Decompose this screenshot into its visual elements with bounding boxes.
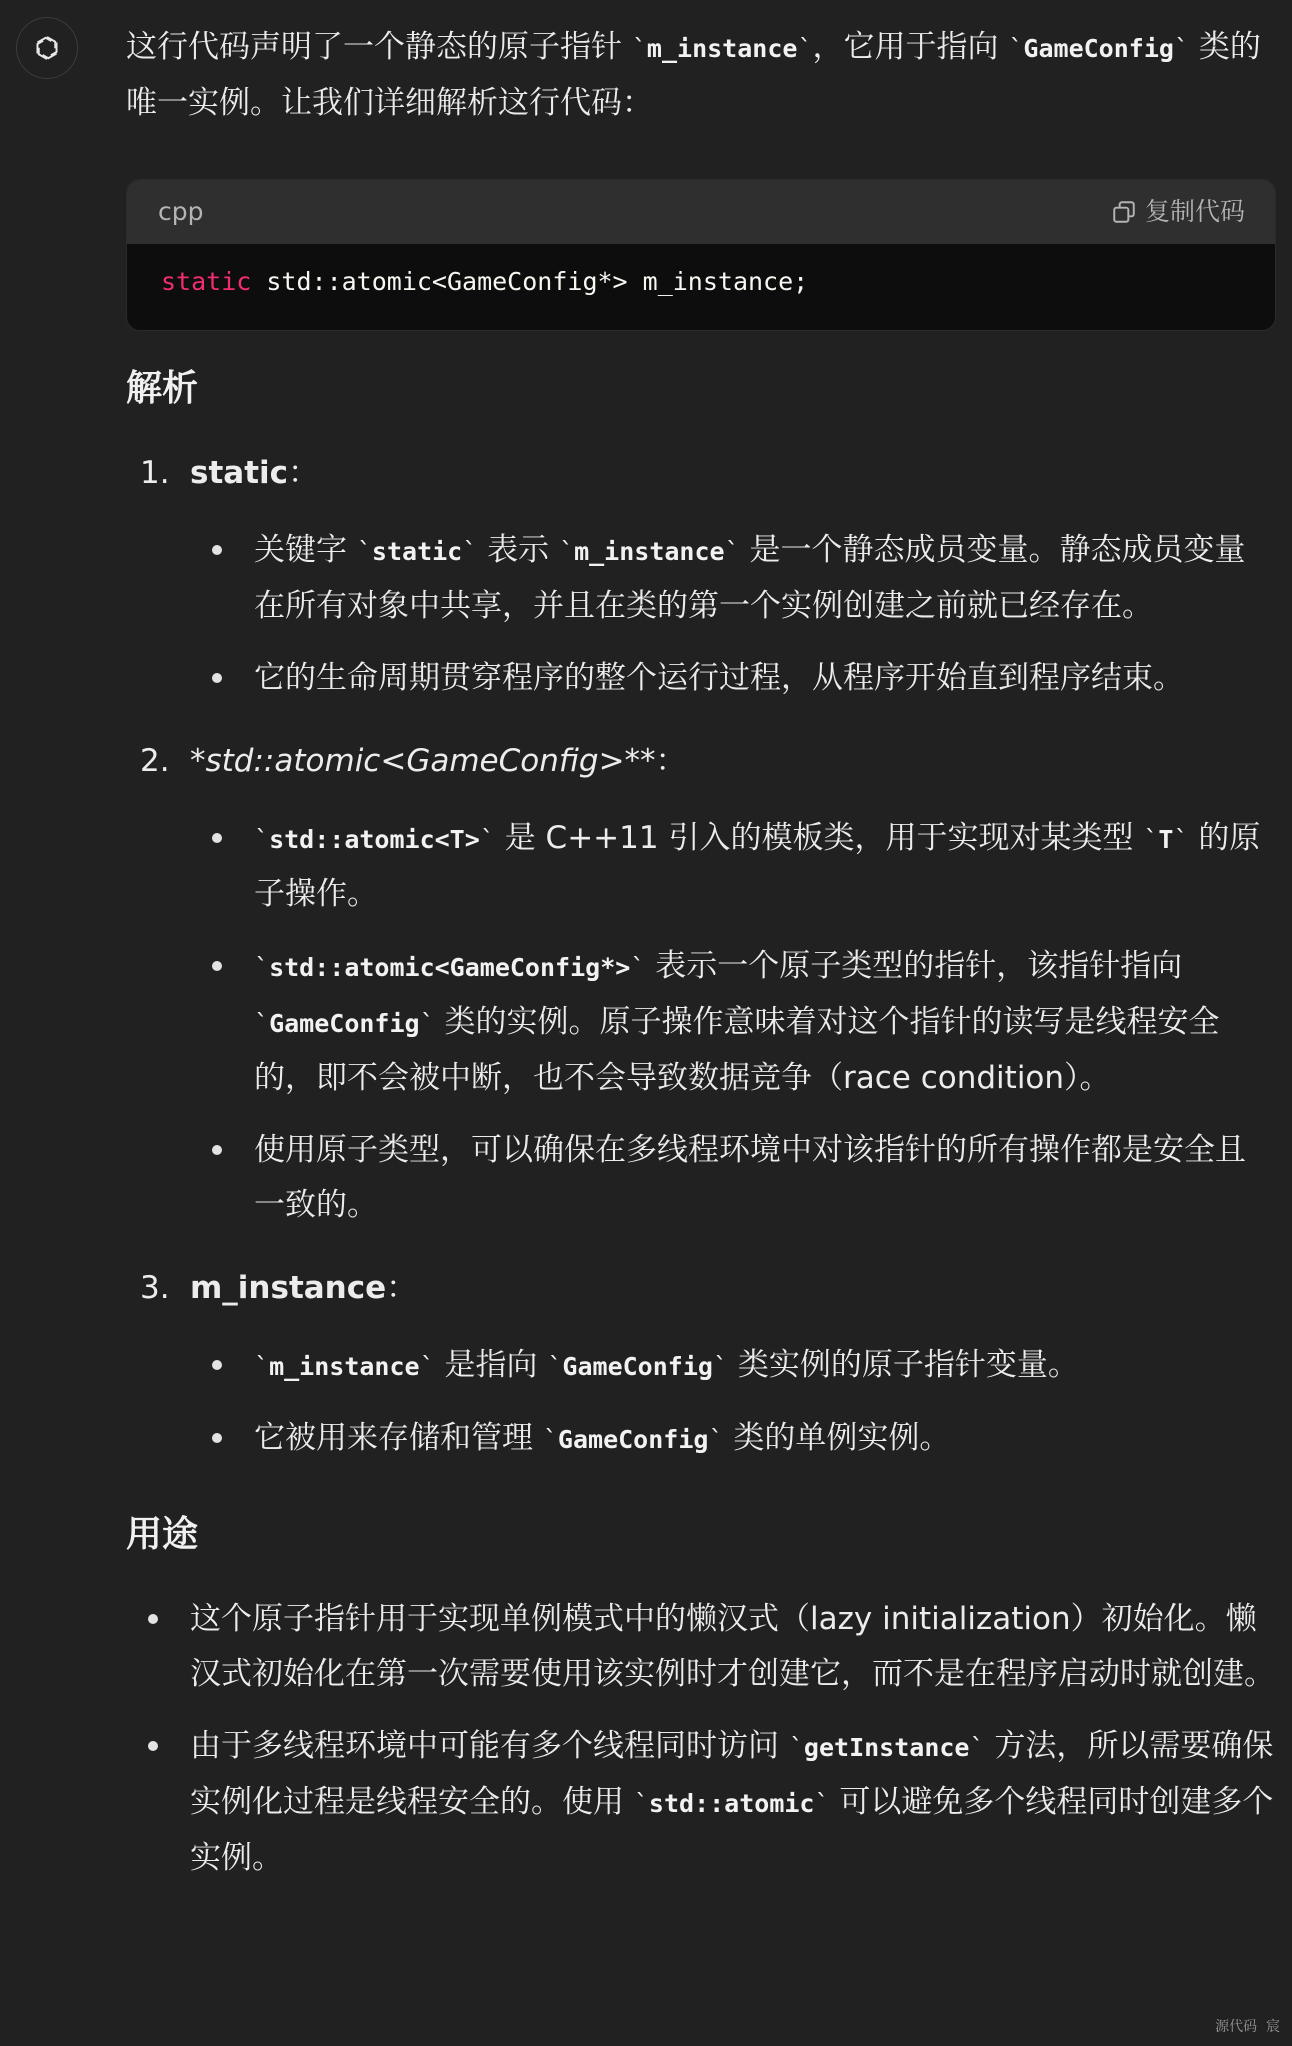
inline-code: ` static ` — [357, 537, 477, 566]
list-item: 这个原子指针用于实现单例模式中的懒汉式（lazy initialization）初始化。懒汉式初始化在第一次需要使用该实例时才创建它，而不是在程序启动时就创建。 — [126, 1592, 1276, 1702]
list-item: 它的生命周期贯穿程序的整个运行过程，从程序开始直到程序结束。 — [190, 651, 1276, 706]
copy-code-button[interactable] — [1111, 180, 1245, 244]
inline-code: ` GameConfig ` — [1008, 34, 1189, 63]
code-content — [127, 244, 1275, 330]
list-item: ` std::atomic<GameConfig*> ` 表示一个原子类型的指针，该指针指向 ` GameConfig ` 类的实例。原子操作意味着对这个指针的读写是线程安全的，即不会被中断，也不会导致数据竞争（race condition）。 — [190, 939, 1276, 1106]
usage-heading: 用途 — [126, 1514, 199, 1555]
code-keyword: static — [161, 267, 252, 296]
sub-list — [190, 811, 1276, 1233]
analysis-item-static — [126, 446, 1276, 706]
bullet-icon — [212, 673, 222, 683]
assistant-message — [126, 20, 1276, 1903]
inline-code: ` std::atomic ` — [634, 1789, 830, 1818]
list-item: ` m_instance ` 是指向 ` GameConfig ` 类实例的原子指针变量。 — [190, 1338, 1276, 1394]
item-heading: static： — [190, 455, 320, 491]
list-item: 它被用来存储和管理 ` GameConfig ` 类的单例实例。 — [190, 1411, 1276, 1467]
sub-list — [190, 523, 1276, 706]
intro-paragraph: 这行代码声明了一个静态的原子指针 ` m_instance ` ，它用于指向 ` GameConfig ` 类的唯一实例。让我们详细解析这行代码： — [126, 20, 1276, 131]
bullet-icon — [212, 1145, 222, 1155]
item-heading: m_instance： — [190, 1270, 418, 1306]
bullet-icon — [148, 1614, 158, 1624]
openai-logo-icon — [32, 33, 62, 63]
list-item: 使用原子类型，可以确保在多线程环境中对该指针的所有操作都是安全且一致的。 — [190, 1123, 1276, 1233]
bullet-icon — [148, 1741, 158, 1751]
code-block-header — [127, 180, 1275, 244]
analysis-item-m-instance — [126, 1261, 1276, 1467]
inline-code: ` m_instance ` — [632, 34, 813, 63]
analysis-list — [126, 446, 1276, 1467]
inline-code: ` GameConfig ` — [254, 1009, 435, 1038]
sub-list — [190, 1338, 1276, 1467]
inline-code: ` std::atomic<T> ` — [254, 825, 495, 854]
list-item: 关键字 ` static ` 表示 ` m_instance ` 是一个静态成员变量。静态成员变量在所有对象中共享，并且在类的第一个实例创建之前就已经存在。 — [190, 523, 1276, 634]
inline-code: ` T ` — [1143, 825, 1188, 854]
list-number: 2. — [140, 743, 170, 779]
bullet-icon — [212, 1360, 222, 1370]
list-number: 3. — [140, 1270, 170, 1306]
inline-code: ` std::atomic<GameConfig*> ` — [254, 953, 645, 982]
bullet-icon — [212, 1433, 222, 1443]
inline-code: ` getInstance ` — [789, 1733, 985, 1762]
list-item: ` std::atomic<T> ` 是 C++11 引入的模板类，用于实现对某类型 ` T ` 的原子操作。 — [190, 811, 1276, 922]
code-text: std::atomic<GameConfig*> m_instance; — [251, 267, 809, 296]
bullet-icon — [212, 545, 222, 555]
usage-list — [126, 1592, 1276, 1886]
analysis-item-atomic — [126, 734, 1276, 1233]
list-item: 由于多线程环境中可能有多个线程同时访问 ` getInstance ` 方法，所以需要确保实例化过程是线程安全的。使用 ` std::atomic ` 可以避免多个线程同时创建多个实例。 — [126, 1719, 1276, 1886]
code-language-label: cpp — [158, 197, 204, 226]
code-block — [126, 179, 1276, 331]
copy-icon — [1111, 199, 1137, 225]
list-number: 1. — [140, 455, 170, 491]
copy-code-label: 复制代码 — [1144, 197, 1245, 226]
assistant-avatar — [16, 17, 78, 79]
bullet-icon — [212, 961, 222, 971]
watermark-text: 源代码 宸 — [1215, 2019, 1280, 2035]
inline-code: ` GameConfig ` — [543, 1425, 724, 1454]
inline-code: ` GameConfig ` — [547, 1352, 728, 1381]
inline-code: ` m_instance ` — [559, 537, 740, 566]
item-heading: *std::atomic<GameConfig>**： — [190, 743, 687, 779]
bullet-icon — [212, 833, 222, 843]
analysis-heading: 解析 — [126, 368, 199, 409]
inline-code: ` m_instance ` — [254, 1352, 435, 1381]
